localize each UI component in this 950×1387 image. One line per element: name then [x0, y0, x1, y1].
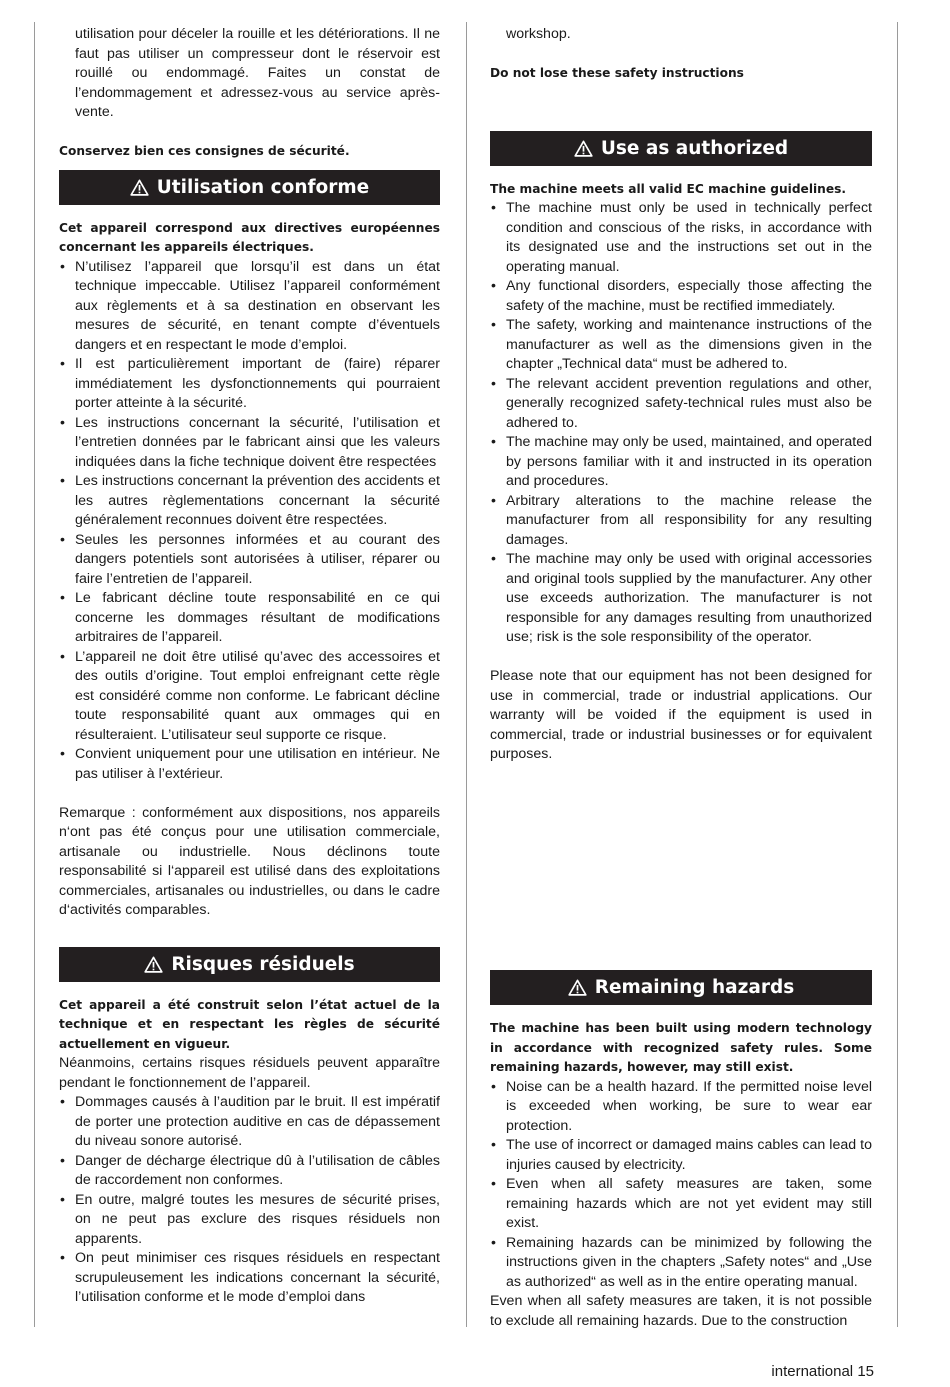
list-item: • Even when all safety measures are taken, some remaining hazards which are not yet evident may still exist.	[490, 1175, 872, 1234]
section-title: Utilisation conforme	[156, 176, 370, 198]
warning-triangle-icon	[574, 140, 593, 157]
list-item: • En outre, malgré toutes les mesures de sécurité prises, on ne peut pas exclure des risques résiduels non apparents.	[59, 1191, 440, 1250]
list-item: • Dommages causés à l’audition par le bruit. Il est impératif de porter une protection auditive en cas de dépassement du niveau sonore autorisé.	[59, 1093, 440, 1152]
list-item: • Le fabricant décline toute responsabilité en ce qui concerne les dommages résultant de modifications arbitraires de l’appareil.	[59, 589, 440, 648]
section-header-use-as-authorized	[490, 131, 872, 166]
right-keep-instructions: Do not lose these safety instructions	[490, 66, 744, 80]
left-intro: utilisation pour déceler la rouille et les détériorations. Il ne faut pas utiliser un compresseur dont le réservoir est rouillé ou endommagé. Faites un constat de l’endommagement et adressez-vous au service après-vente.	[75, 26, 440, 120]
left-column	[59, 25, 440, 1308]
list-item: • Les instructions concernant la sécurité, l’utilisation et l’entretien données par le fabricant ainsi que les valeurs indiquées dans la fiche technique doivent être respectées	[59, 414, 440, 473]
page-footer	[771, 1363, 874, 1380]
bullet-list	[59, 1093, 440, 1308]
section-title: Use as authorized	[600, 137, 789, 159]
section-header-remaining-hazards	[490, 970, 872, 1005]
list-item: • Les instructions concernant la prévention des accidents et les autres règlementations concernant la sécurité généralement reconnues doivent être respectées.	[59, 472, 440, 531]
list-item: • The machine may only be used, maintained, and operated by persons familiar with it and instructed in its operation and procedures.	[490, 433, 872, 492]
section-note: Please note that our equipment has not been designed for use in commercial, trade or industrial applications. Our warranty will be voided if the equipment is used in commercial, trade or industrial businesses or for equivalent purposes.	[490, 668, 872, 762]
bullet-list	[59, 258, 440, 785]
section-header-utilisation-conforme	[59, 170, 440, 205]
list-item: • Remaining hazards can be minimized by following the instructions given in the chapters „Safety notes“ and „Use as authorized“ as well as in the entire operating manual.	[490, 1234, 872, 1293]
section-paragraph: Néanmoins, certains risques résiduels peuvent apparaître pendant le fonctionnement de l’appareil.	[59, 1055, 440, 1091]
page-number: 15	[857, 1363, 874, 1380]
list-item: • Seules les personnes informées et au courant des dangers potentiels sont autorisées à utiliser, réparer ou faire l’entretien de l’appareil.	[59, 531, 440, 590]
list-item: • The relevant accident prevention regulations and other, generally recognized safety-technical rules must also be adhered to.	[490, 375, 872, 434]
left-keep-instructions: Conservez bien ces consignes de sécurité.	[59, 144, 350, 158]
warning-triangle-icon	[144, 956, 163, 973]
right-column	[490, 25, 872, 1329]
list-item: • N’utilisez l’appareil que lorsqu’il est dans un état technique impeccable. Utilisez l’appareil conformément aux règlements et à sa destination en observant les mesures de sécurité, en tenant compte d’éventuels dangers et en respectant le mode d’emploi.	[59, 258, 440, 356]
section-lead: Cet appareil a été construit selon l’état actuel de la technique et en respectant les règles de sécurité actuellement en vigueur.	[59, 997, 440, 1051]
list-item: • The machine may only be used with original accessories and original tools supplied by the manufacturer. Any other use exceeds authorization. The manufacturer is not responsible for any damages resulting from unauthorized use; risk is the sole responsibility of the operator.	[490, 550, 872, 648]
column-divider-left	[34, 22, 35, 1327]
section-paragraph: Even when all safety measures are taken, it is not possible to exclude all remaining hazards. Due to the construction	[490, 1293, 872, 1329]
column-divider-center	[466, 22, 467, 1327]
bullet-list	[490, 199, 872, 648]
list-item: • The safety, working and maintenance instructions of the manufacturer as well as the dimensions given in the chapter „Technical data“ must be adhered to.	[490, 316, 872, 375]
section-title: Risques résiduels	[171, 953, 355, 975]
list-item: • Danger de décharge électrique dû à l’utilisation de câbles de raccordement non conformes.	[59, 1152, 440, 1191]
list-item: • The machine must only be used in technically perfect condition and conscious of the risks, in accordance with its designated use and the instructions set out in the operating manual.	[490, 199, 872, 277]
list-item: • The use of incorrect or damaged mains cables can lead to injuries caused by electricity.	[490, 1136, 872, 1175]
warning-triangle-icon	[130, 179, 149, 196]
section-lead: The machine has been built using modern technology in accordance with recognized safety rules. Some remaining hazards, however, may still exist.	[490, 1021, 872, 1074]
list-item: • Il est particulièrement important de (faire) réparer immédiatement les dysfonctionnements qui pourraient porter atteinte à la sécurité.	[59, 355, 440, 414]
bullet-list	[490, 1078, 872, 1293]
list-item: • Arbitrary alterations to the machine release the manufacturer from all responsibility for any resulting damages.	[490, 492, 872, 551]
section-title: Remaining hazards	[594, 977, 795, 998]
list-item: • Convient uniquement pour une utilisation en intérieur. Ne pas utiliser à l’extérieur.	[59, 745, 440, 784]
right-intro: workshop.	[506, 26, 571, 42]
list-item: • Any functional disorders, especially those affecting the safety of the machine, must be rectified immediately.	[490, 277, 872, 316]
section-header-risques-residuels	[59, 947, 440, 982]
warning-triangle-icon	[568, 979, 587, 996]
list-item: • Noise can be a health hazard. If the permitted noise level is exceeded when working, be sure to wear ear protection.	[490, 1078, 872, 1137]
section-lead: Cet appareil correspond aux directives européennes concernant les appareils électriques.	[59, 220, 440, 254]
section-note: Remarque : conformément aux dispositions, nos appareils n‘ont pas été conçus pour une utilisation commerciale, artisanale ou industrielle. Nous déclinons toute responsabilité si l‘appareil est utilisé dans des exploitations commerciales, artisanales ou industrielles, ou dans le cadre d‘activités comparables.	[59, 804, 440, 918]
section-lead: The machine meets all valid EC machine guidelines.	[490, 181, 847, 196]
list-item: • On peut minimiser ces risques résiduels en respectant scrupuleusement les indications concernant la sécurité, l’utilisation conforme et le mode d’emploi dans	[59, 1249, 440, 1308]
column-divider-right	[897, 22, 898, 1327]
footer-label: international	[771, 1363, 854, 1380]
list-item: • L’appareil ne doit être utilisé qu’avec des accessoires et des outils d’origine. Tout emploi enfreignant cette règle est considéré comme non conforme. Le fabricant décline toute responsabilité quant aux ommages qui en résulteraient. L’utilisateur seul supporte ce risque.	[59, 648, 440, 746]
